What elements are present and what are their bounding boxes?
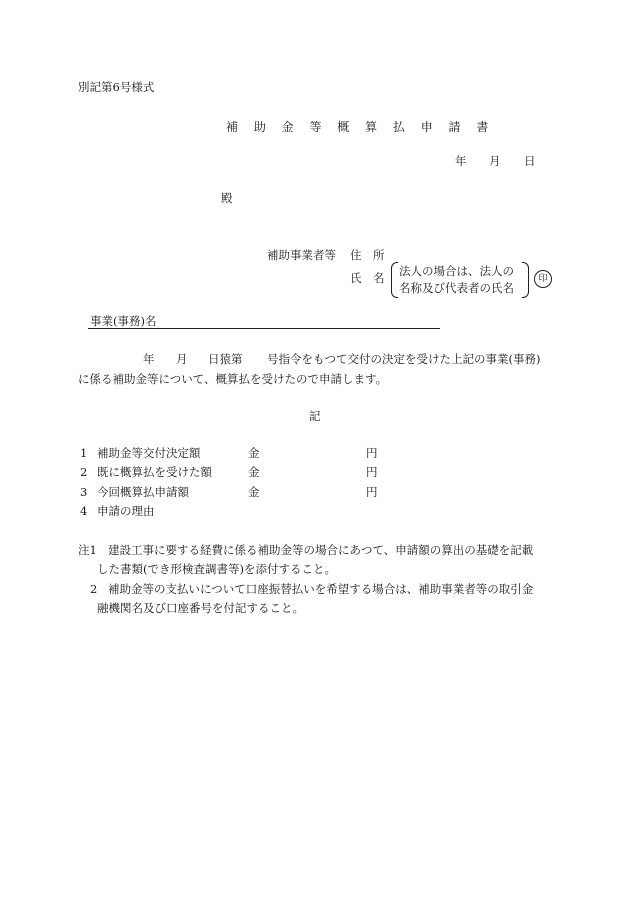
note1-line1: 建設工事に要する経費に係る補助金等の場合にあつて、申請額の算出の基礎を記載 — [108, 543, 534, 557]
form-number-label: 別記第6号様式 — [78, 80, 155, 94]
item-number: 3 — [80, 485, 88, 499]
bracket-right — [522, 262, 529, 298]
note2-line2: 融機関名及び口座番号を付記すること。 — [97, 601, 304, 615]
body-line1-rest: 号指令をもつて交付の決定を受けた上記の事業(事務) — [267, 352, 541, 366]
body-line2: に係る補助金等について、概算払を受けたので申請します。 — [78, 372, 388, 386]
bracket-left — [391, 262, 398, 298]
item-number: 2 — [80, 465, 88, 479]
seal-mark: 印 — [534, 270, 552, 288]
document-title: 補 助 金 等 概 算 払 申 請 書 — [226, 120, 495, 134]
project-name-label: 事業(事務)名 — [90, 314, 157, 328]
item-yen: 円 — [366, 485, 378, 499]
date-day: 日 — [524, 154, 536, 168]
item-kin: 金 — [248, 485, 260, 499]
item-label: 申請の理由 — [97, 504, 155, 518]
note1-line2: した書類(でき形検査調書等)を添付すること。 — [97, 562, 336, 576]
item-yen: 円 — [366, 446, 378, 460]
body-day-number: 日猿第 — [208, 352, 243, 366]
corporate-note-line1: 法人の場合は、法人の — [399, 264, 514, 278]
project-name-underline — [88, 328, 440, 329]
ki-heading: 記 — [309, 409, 321, 423]
note2-prefix: 2 — [90, 582, 98, 596]
item-number: 4 — [80, 504, 88, 518]
item-label: 補助金等交付決定額 — [97, 446, 201, 460]
item-yen: 円 — [366, 465, 378, 479]
date-month: 月 — [489, 154, 501, 168]
item-number: 1 — [80, 446, 88, 460]
item-kin: 金 — [248, 446, 260, 460]
corporate-note-line2: 名称及び代表者の氏名 — [399, 281, 514, 295]
name-label: 氏 名 — [350, 271, 385, 285]
note1-prefix: 注1 — [78, 543, 97, 557]
applicant-label: 補助事業者等 — [267, 248, 336, 262]
addressee-suffix: 殿 — [221, 191, 233, 205]
body-month: 月 — [176, 352, 188, 366]
note2-line1: 補助金等の支払いについて口座振替払いを希望する場合は、補助事業者等の取引金 — [108, 582, 534, 596]
item-label: 既に概算払を受けた額 — [97, 465, 212, 479]
item-kin: 金 — [248, 465, 260, 479]
date-year: 年 — [455, 154, 467, 168]
address-label: 住 所 — [350, 248, 385, 262]
body-year: 年 — [143, 352, 155, 366]
item-label: 今回概算払申請額 — [97, 485, 189, 499]
